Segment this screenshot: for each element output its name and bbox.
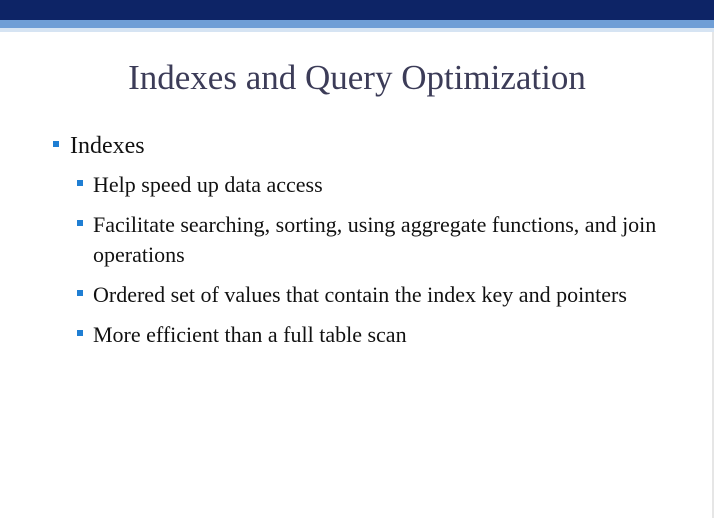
sub-bullet-text: More efficient than a full table scan (93, 322, 407, 347)
sub-bullet-item (74, 170, 673, 200)
square-bullet-icon (77, 330, 83, 336)
sub-bullet-item (74, 210, 673, 270)
square-bullet-icon (53, 141, 59, 147)
sub-bullet-text: Facilitate searching, sorting, using aggregate functions, and join operations (93, 212, 657, 267)
slide-title: Indexes and Query Optimization (128, 58, 586, 97)
sub-bullet-text: Ordered set of values that contain the index key and pointers (93, 282, 627, 307)
top-header-bar (0, 0, 714, 20)
sub-bullet-list (52, 170, 692, 350)
sub-bullet-item (74, 320, 673, 350)
slide-body (52, 130, 692, 360)
sub-bullet-text: Help speed up data access (93, 172, 323, 197)
sub-bullet-item (74, 280, 673, 310)
bullet-level1-item (52, 130, 692, 162)
square-bullet-icon (77, 220, 83, 226)
header-accent-stripe-light (0, 28, 714, 32)
bullet-level1-text: Indexes (70, 133, 145, 159)
square-bullet-icon (77, 290, 83, 296)
square-bullet-icon (77, 180, 83, 186)
header-accent-stripe (0, 20, 714, 28)
